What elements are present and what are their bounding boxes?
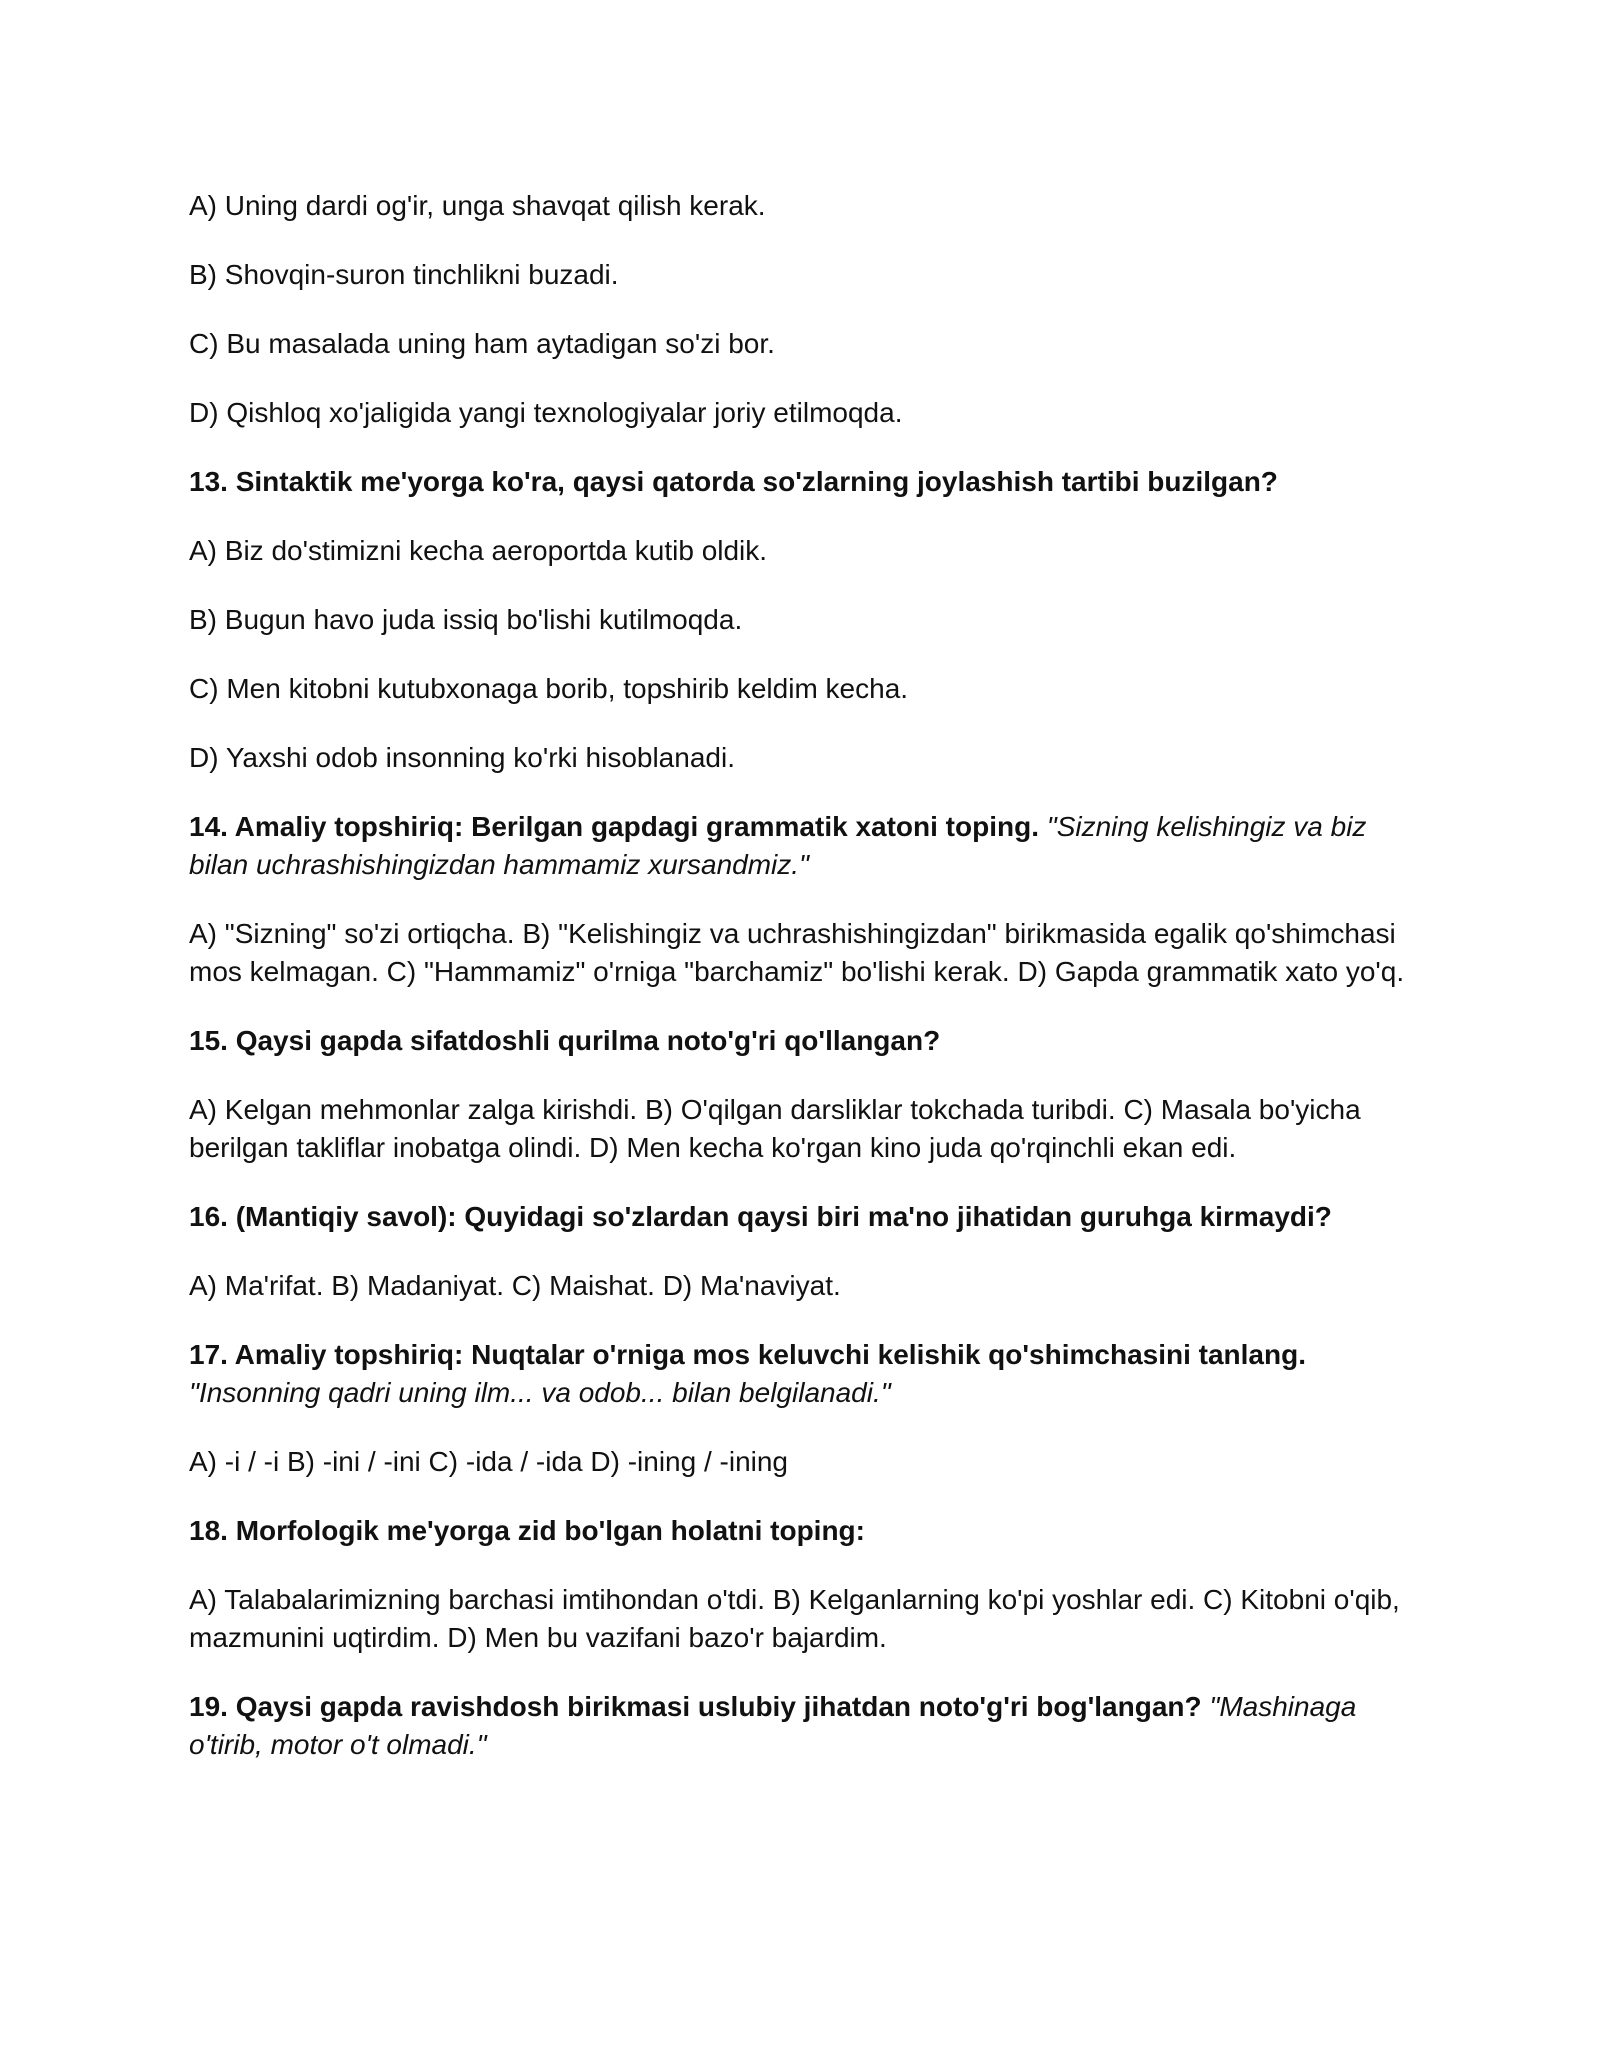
q15-question: 15. Qaysi gapda sifatdoshli qurilma noto'g'ri qo'llangan? — [189, 1025, 941, 1056]
q14-quote: "Sizning kelishingiz va biz bilan uchrashishingizdan hammamiz xursandmiz." — [189, 811, 1367, 880]
q12-option-a: A) Uning dardi og'ir, unga shavqat qilish kerak. — [189, 190, 766, 221]
q16-question: 16. (Mantiqiy savol): Quyidagi so'zlardan qaysi biri ma'no jihatidan guruhga kirmaydi? — [189, 1201, 1332, 1232]
q19-quote: "Mashinaga o'tirib, motor o't olmadi." — [189, 1691, 1357, 1760]
q17-options: A) -i / -i B) -ini / -ini C) -ida / -ida D) -ining / -ining — [189, 1446, 789, 1477]
q17-paragraph — [189, 1336, 1414, 1412]
q16-options: A) Ma'rifat. B) Madaniyat. C) Maishat. D) Ma'naviyat. — [189, 1270, 841, 1301]
q13-question: 13. Sintaktik me'yorga ko'ra, qaysi qatorda so'zlarning joylashish tartibi buzilgan? — [189, 466, 1278, 497]
q17-question: 17. Amaliy topshiriq: Nuqtalar o'rniga mos keluvchi kelishik qo'shimchasini tanlang. — [189, 1339, 1306, 1370]
q17-quote: "Insonning qadri uning ilm... va odob... bilan belgilanadi." — [189, 1377, 891, 1408]
q19-paragraph — [189, 1688, 1414, 1764]
document-page — [189, 187, 1414, 1764]
q15-options: A) Kelgan mehmonlar zalga kirishdi. B) O'qilgan darsliklar tokchada turibdi. C) Masala bo'yicha berilgan takliflar inobatga olindi. D) Men kecha ko'rgan kino juda qo'rqinchli ekan edi. — [189, 1094, 1361, 1163]
q12-option-b: B) Shovqin-suron tinchlikni buzadi. — [189, 259, 619, 290]
q19-question: 19. Qaysi gapda ravishdosh birikmasi uslubiy jihatdan noto'g'ri bog'langan? — [189, 1691, 1202, 1722]
q13-option-d: D) Yaxshi odob insonning ko'rki hisoblanadi. — [189, 742, 735, 773]
q13-option-b: B) Bugun havo juda issiq bo'lishi kutilmoqda. — [189, 604, 743, 635]
q14-paragraph — [189, 808, 1414, 884]
q18-options: A) Talabalarimizning barchasi imtihondan o'tdi. B) Kelganlarning ko'pi yoshlar edi. C) Kitobni o'qib, mazmunini uqtirdim. D) Men bu vazifani bazo'r bajardim. — [189, 1584, 1400, 1653]
q14-options: A) "Sizning" so'zi ortiqcha. B) "Kelishingiz va uchrashishingizdan" birikmasida egalik qo'shimchasi mos kelmagan. C) "Hammamiz" o'rniga "barchamiz" bo'lishi kerak. D) Gapda grammatik xato yo'q. — [189, 918, 1405, 987]
q14-question: 14. Amaliy topshiriq: Berilgan gapdagi grammatik xatoni toping. — [189, 811, 1039, 842]
q13-option-c: C) Men kitobni kutubxonaga borib, topshirib keldim kecha. — [189, 673, 909, 704]
q12-option-d: D) Qishloq xo'jaligida yangi texnologiyalar joriy etilmoqda. — [189, 397, 903, 428]
q18-question: 18. Morfologik me'yorga zid bo'lgan holatni toping: — [189, 1515, 865, 1546]
q13-option-a: A) Biz do'stimizni kecha aeroportda kutib oldik. — [189, 535, 768, 566]
q12-option-c: C) Bu masalada uning ham aytadigan so'zi bor. — [189, 328, 775, 359]
